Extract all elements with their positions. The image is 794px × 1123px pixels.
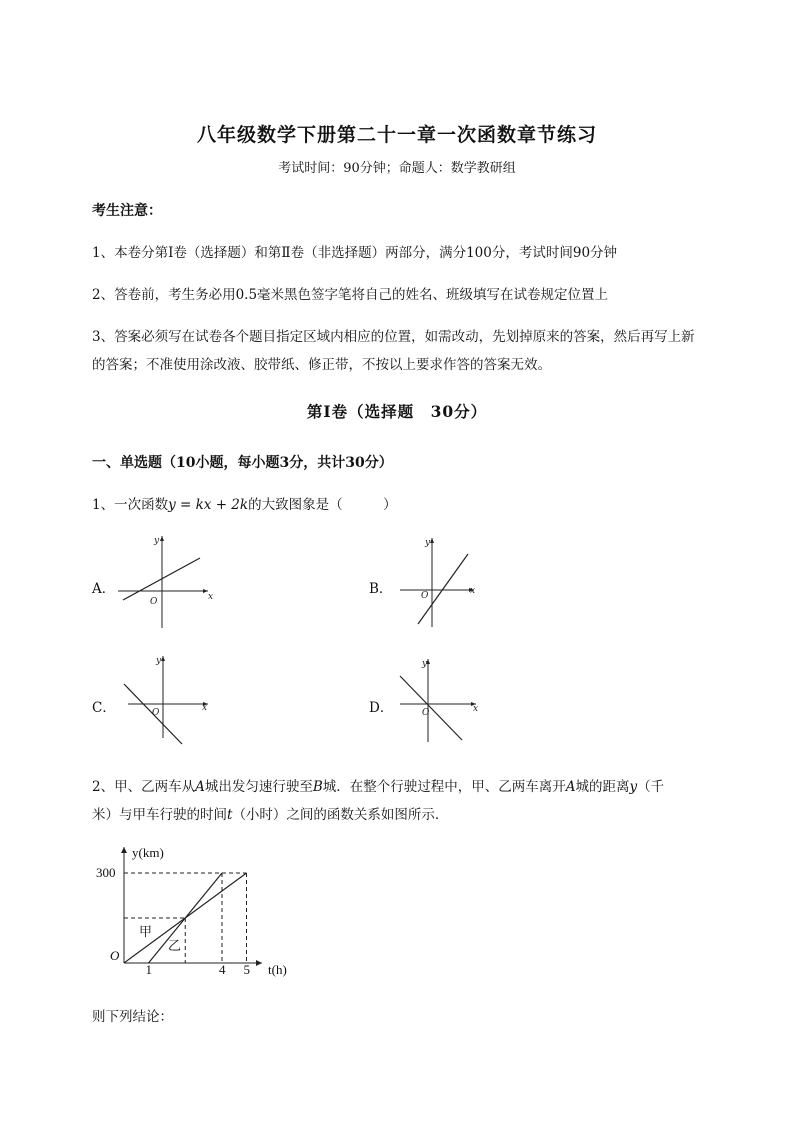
q1-suffix: 的大致图象是（ ） (248, 497, 397, 513)
y-tick-300: 300 (96, 865, 116, 880)
option-c-graph[interactable] (120, 653, 220, 753)
x-tick-4: 4 (219, 962, 226, 977)
y-label: y (154, 536, 160, 546)
x-label: x (202, 703, 208, 713)
x-label: x (473, 704, 479, 714)
notice-item-1: 1、本卷分第Ⅰ卷（选择题）和第Ⅱ卷（非选择题）两部分，满分100分，考试时间90分钟 (92, 245, 618, 261)
function-line (418, 554, 468, 624)
page-title: 八年级数学下册第二十一章一次函数章节练习 (196, 124, 597, 146)
y-arrow-icon (430, 538, 434, 543)
x-label: x (470, 586, 476, 596)
section-title: 第Ⅰ卷（选择题 30分） (306, 402, 488, 421)
origin-label: O (110, 948, 120, 963)
q2-text: 2、甲、乙两车从 (92, 779, 196, 795)
y-label: y (425, 538, 431, 548)
question-1 (92, 493, 397, 513)
q1-prefix: 1、一次函数 (92, 497, 169, 513)
notice-heading: 考生注意： (92, 203, 162, 219)
x-axis-label: t(h) (268, 962, 287, 977)
label-yi: 乙 (168, 938, 182, 953)
q2-text: 米）与甲车行驶的时间 (92, 807, 227, 823)
y-axis-label: y(km) (132, 845, 164, 860)
q2-city-b: B (312, 779, 323, 795)
y-arrow-icon (121, 847, 127, 853)
question-2-line-1 (92, 775, 664, 795)
origin-label: O (422, 708, 430, 718)
q2-text: 城．在整个行驶过程中，甲、乙两车离开 (322, 779, 566, 795)
x-tick-5: 5 (243, 962, 250, 977)
q2-text: 城出发匀速行驶至 (204, 779, 313, 795)
t-arrow-icon (256, 960, 262, 966)
option-d-label[interactable]: D． (369, 700, 394, 716)
notice-item-3-cont: 的答案；不准使用涂改液、胶带纸、修正带，不按以上要求作答的答案无效。 (92, 357, 551, 373)
origin-label: O (152, 708, 160, 718)
q2-city-a: A (195, 779, 205, 795)
option-c-label[interactable]: C． (92, 700, 116, 716)
y-label: y (422, 659, 428, 669)
y-label: y (156, 656, 162, 666)
option-a-graph[interactable] (118, 533, 218, 633)
notice-item-3: 3、答案必须写在试卷各个题目指定区域内相应的位置，如需改动，先划掉原来的答案，然后再写上新 (92, 329, 695, 345)
option-a-label[interactable]: A． (92, 581, 116, 597)
function-line (400, 676, 462, 740)
q2-var-y: y (629, 779, 638, 795)
origin-label: O (421, 591, 429, 601)
y-arrow-icon (161, 656, 165, 661)
option-b-label[interactable]: B． (369, 581, 393, 597)
option-b-graph[interactable] (396, 535, 496, 635)
exam-info: 考试时间：90分钟；命题人：数学教研组 (278, 161, 516, 176)
q2-text: 城的距离 (575, 779, 630, 795)
q1-formula: y = kx + 2k (168, 497, 249, 513)
question-2-line-2 (92, 803, 448, 823)
label-jia: 甲 (139, 924, 153, 939)
x-label: x (208, 592, 214, 602)
q2-var-t: t (227, 807, 233, 823)
distance-time-chart (92, 843, 307, 983)
q2-city-a: A (565, 779, 576, 795)
q2-text: （千 (637, 779, 665, 795)
conclusion-prompt: 则下列结论： (92, 1009, 173, 1025)
part-heading: 一、单选题（10小题，每小题3分，共计30分） (92, 455, 393, 471)
x-tick-1: 1 (145, 962, 152, 977)
q2-text: （小时）之间的函数关系如图所示． (232, 807, 449, 823)
y-arrow-icon (160, 536, 164, 541)
option-d-graph[interactable] (396, 656, 496, 756)
notice-item-2: 2、答卷前，考生务必用0.5毫米黑色签字笔将自己的姓名、班级填写在试卷规定位置上 (92, 287, 609, 303)
origin-label: O (150, 597, 158, 607)
